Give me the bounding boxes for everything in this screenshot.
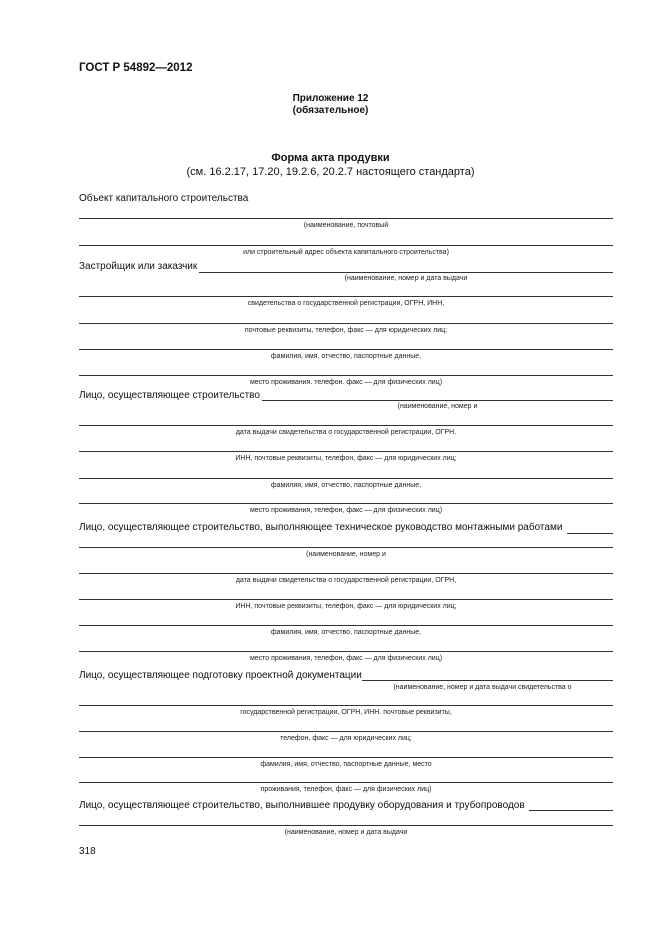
fill-line[interactable] — [352, 680, 613, 681]
field-caption: фамилия, имя, отчество, паспортные данные, — [270, 482, 422, 489]
field-caption: государственной регистрации, ОГРН, ИНН. почтовые реквизиты, — [240, 709, 452, 716]
field-caption: фамилия, имя, отчество, паспортные данные, — [270, 353, 422, 360]
fill-line[interactable] — [79, 825, 613, 826]
label-developer: Застройщик или заказчик — [79, 261, 198, 272]
fill-line[interactable] — [79, 323, 613, 324]
fill-line[interactable] — [79, 503, 613, 504]
fill-line[interactable] — [79, 245, 613, 246]
field-caption: почтовые реквизиты, телефон, факс — для юридических лиц; — [244, 327, 448, 334]
field-caption: (наименование, номер и дата выдачи — [284, 829, 408, 836]
fill-line[interactable] — [567, 533, 613, 534]
field-caption: фамилия, имя, отчество, паспортные данные, место — [260, 761, 432, 768]
fill-line[interactable] — [529, 810, 613, 811]
label-design: Лицо, осуществляющее подготовку проектной документации — [79, 670, 362, 681]
fill-line[interactable] — [79, 349, 613, 350]
form-subtitle: (см. 16.2.17, 17.20, 19.2.6, 20.2.7 настоящего стандарта) — [186, 166, 475, 178]
field-caption: ИНН, почтовые реквизиты, телефон, факс — для юридических лиц; — [235, 455, 457, 462]
fill-line[interactable] — [79, 478, 613, 479]
field-caption: (наименование, номер и — [306, 551, 386, 558]
fill-line[interactable] — [79, 547, 613, 548]
field-caption: дата выдачи свидетельства о государственной регистрации, ОГРН, — [235, 577, 457, 584]
fill-line[interactable] — [79, 296, 613, 297]
fill-line[interactable] — [79, 705, 613, 706]
fill-line[interactable] — [262, 400, 613, 401]
field-caption: дата выдачи свидетельства о государственной регистрации, ОГРН. — [235, 429, 457, 436]
field-caption: свидетельства о государственной регистрации, ОГРН, ИНН, — [247, 300, 445, 307]
field-caption: (наименование, почтовый — [303, 222, 389, 229]
field-caption: место проживания, телефон, факс — для физических лиц) — [249, 655, 443, 662]
label-purge: Лицо, осуществляющее строительство, выполнившее продувку оборудования и трубопроводов — [79, 800, 525, 811]
form-title: Форма акта продувки — [271, 152, 390, 164]
appendix-subtitle: (обязательное) — [292, 105, 369, 116]
field-caption: (наименование, номер и дата выдачи — [344, 275, 468, 282]
fill-line[interactable] — [79, 731, 613, 732]
fill-line[interactable] — [79, 625, 613, 626]
fill-line[interactable] — [79, 218, 613, 219]
field-caption: телефон, факс — для юридических лиц; — [280, 735, 412, 742]
field-caption: фамилия, имя, отчество, паспортные данные, — [270, 629, 422, 636]
field-caption: место проживания. телефон. факс — для физических лиц) — [249, 379, 443, 386]
fill-line[interactable] — [79, 573, 613, 574]
field-caption: ИНН, почтовые реквизиты, телефон, факс — для юридических лиц; — [235, 603, 457, 610]
fill-line[interactable] — [79, 757, 613, 758]
fill-line[interactable] — [199, 272, 613, 273]
field-caption: или строительный адрес объекта капитального строительства) — [243, 249, 449, 256]
field-caption: (наименование, номер и дата выдачи свидетельства о — [393, 684, 572, 691]
label-object: Объект капитального строительства — [79, 193, 249, 204]
fill-line[interactable] — [79, 375, 613, 376]
label-builder: Лицо, осуществляющее строительство — [79, 390, 260, 401]
fill-line[interactable] — [79, 599, 613, 600]
field-caption: проживания, телефон, факс — для физических лиц) — [260, 786, 432, 793]
field-caption: (наименование, номер и — [397, 403, 478, 410]
appendix-title: Приложение 12 — [292, 93, 369, 104]
label-tech-supervisor: Лицо, осуществляющее строительство, выполняющее техническое руководство монтажными работами — [79, 522, 563, 533]
page-number: 318 — [79, 846, 96, 857]
field-caption: место проживания, телефон, факс — для физических лиц) — [249, 507, 443, 514]
fill-line[interactable] — [79, 651, 613, 652]
document-header: ГОСТ Р 54892—2012 — [79, 62, 193, 74]
fill-line[interactable] — [79, 782, 613, 783]
fill-line[interactable] — [79, 425, 613, 426]
fill-line[interactable] — [79, 451, 613, 452]
